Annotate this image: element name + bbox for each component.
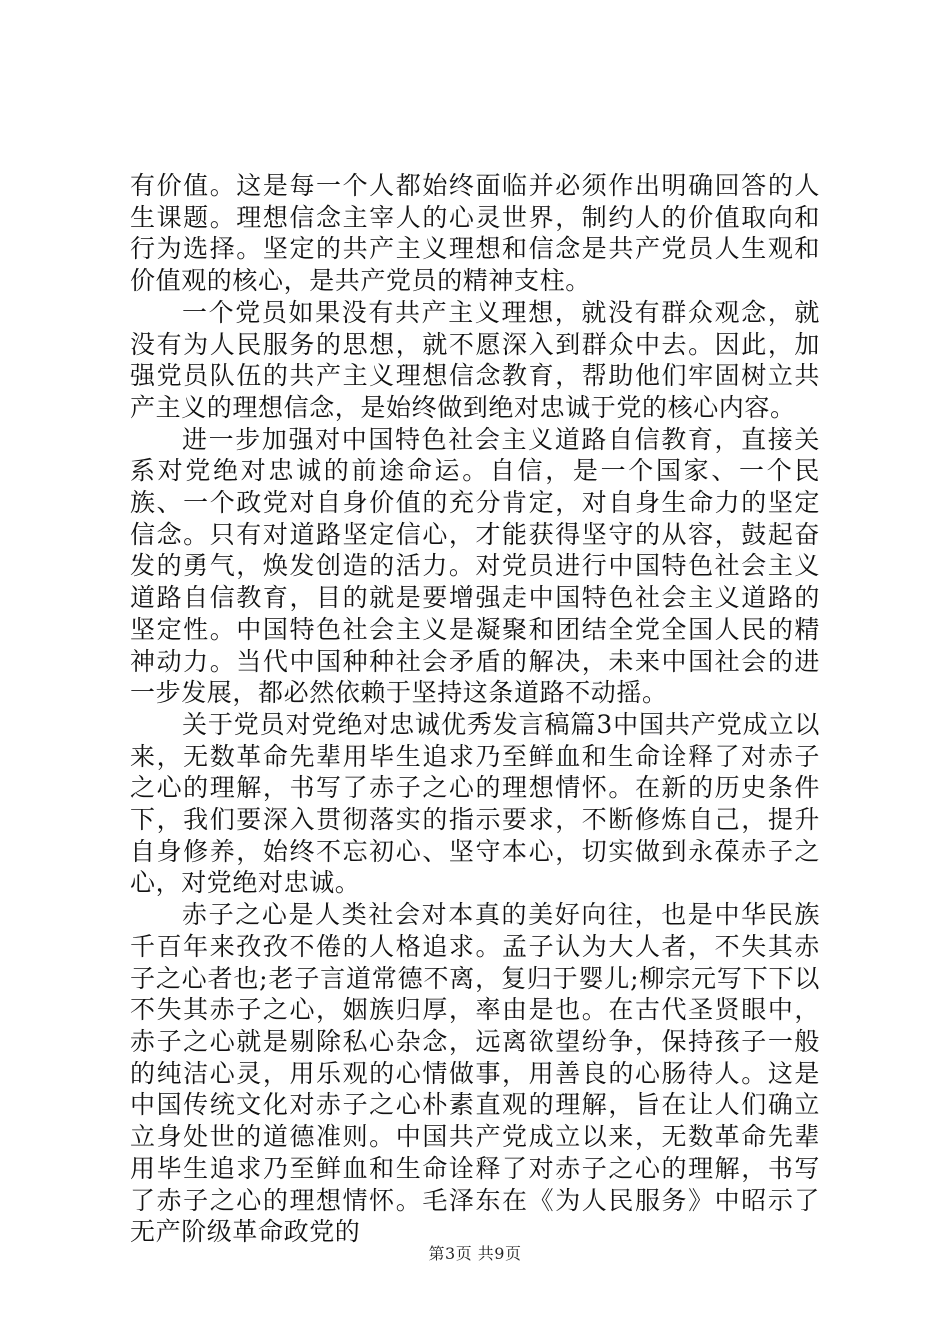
paragraph-2: 一个党员如果没有共产主义理想，就没有群众观念，就没有为人民服务的思想，就不愿深入到群众中去。因此，加强党员队伍的共产主义理想信念教育，帮助他们牢固树立共产主义的理想信念，是始终做到绝对忠诚于党的核心内容。 bbox=[130, 297, 820, 422]
paragraph-4: 关于党员对党绝对忠诚优秀发言稿篇3中国共产党成立以来，无数革命先辈用毕生追求乃至鲜血和生命诠释了对赤子之心的理解，书写了赤子之心的理想情怀。在新的历史条件下，我们要深入贯彻落实的指示要求，不断修炼自己，提升自身修养，始终不忘初心、坚守本心，切实做到永葆赤子之心，对党绝对忠诚。 bbox=[130, 709, 820, 898]
paragraph-1: 有价值。这是每一个人都始终面临并必须作出明确回答的人生课题。理想信念主宰人的心灵世界，制约人的价值取向和行为选择。坚定的共产主义理想和信念是共产党员人生观和价值观的核心，是共产党员的精神支柱。 bbox=[130, 171, 820, 296]
paragraph-3: 进一步加强对中国特色社会主义道路自信教育，直接关系对党绝对忠诚的前途命运。自信，是一个国家、一个民族、一个政党对自身价值的充分肯定，对自身生命力的坚定信念。只有对道路坚定信心，才能获得坚守的从容，鼓起奋发的勇气，焕发创造的活力。对党员进行中国特色社会主义道路自信教育，目的就是要增强走中国特色社会主义道路的坚定性。中国特色社会主义是凝聚和团结全党全国人民的精神动力。当代中国种种社会矛盾的解决，未来中国社会的进一步发展，都必然依赖于坚持这条道路不动摇。 bbox=[130, 424, 820, 708]
paragraph-5: 赤子之心是人类社会对本真的美好向往，也是中华民族千百年来孜孜不倦的人格追求。孟子认为大人者，不失其赤子之心者也;老子言道常德不离，复归于婴儿;柳宗元写下下以不失其赤子之心，姻族归厚，率由是也。在古代圣贤眼中，赤子之心就是剔除私心杂念，远离欲望纷争，保持孩子一般的纯洁心灵，用乐观的心情做事，用善良的心肠待人。这是中国传统文化对赤子之心朴素直观的理解，旨在让人们确立立身处世的道德准则。中国共产党成立以来，无数革命先辈用毕生追求乃至鲜血和生命诠释了对赤子之心的理解，书写了赤子之心的理想情怀。毛泽东在《为人民服务》中昭示了无产阶级革命政党的 bbox=[130, 900, 820, 1247]
page-footer: 第3页 共9页 bbox=[428, 1244, 522, 1263]
body-text bbox=[130, 170, 820, 1248]
